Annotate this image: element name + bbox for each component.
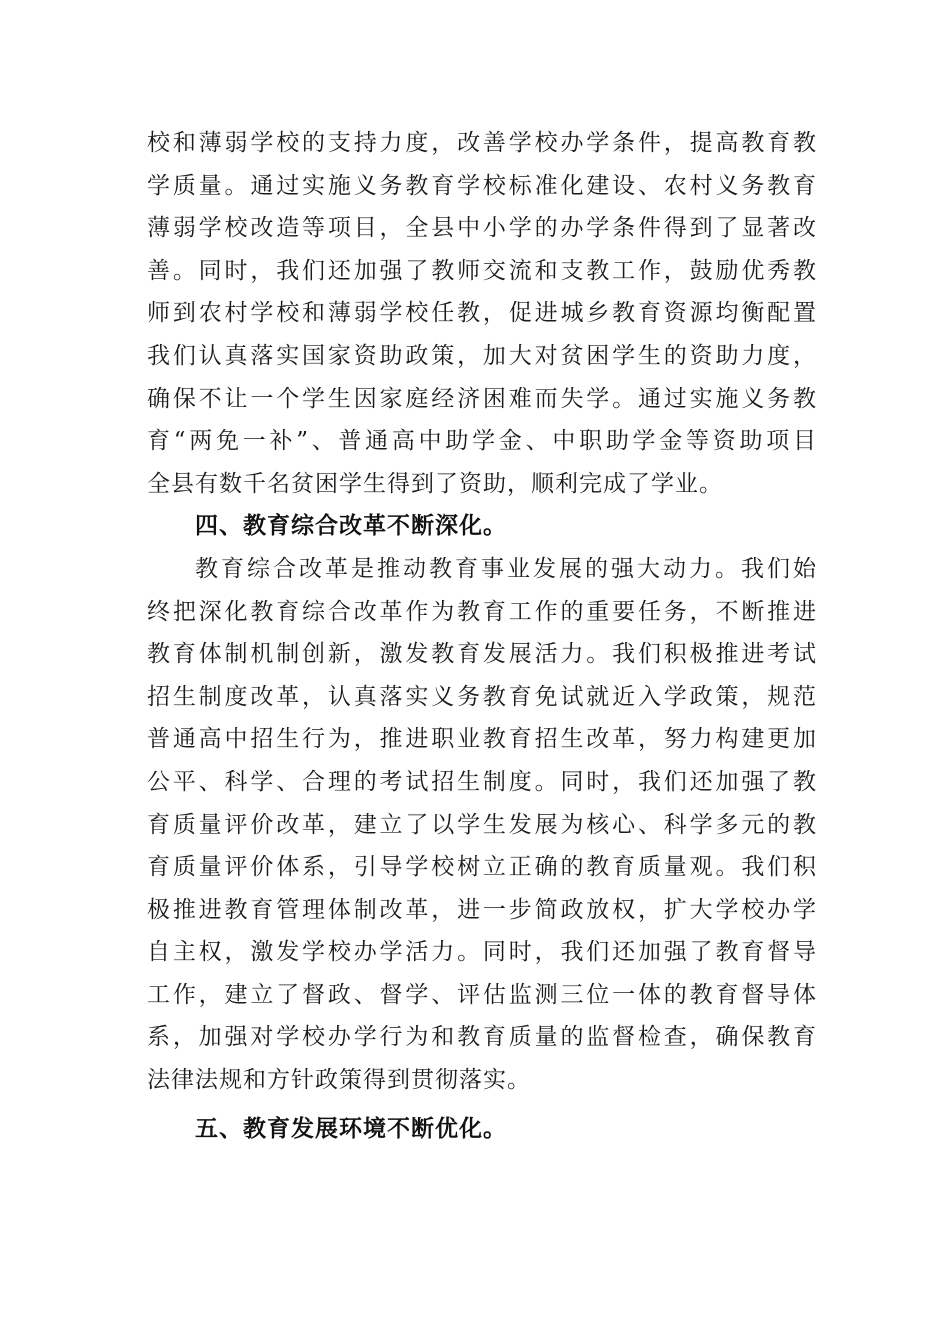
paragraph-line: 学质量。通过实施义务教育学校标准化建设、农村义务教育 xyxy=(147,172,817,199)
paragraph-line: 教育体制机制创新，激发教育发展活力。我们积极推进考试 xyxy=(147,641,817,668)
section-heading-reform: 四、教育综合改革不断深化。 xyxy=(195,513,507,540)
paragraph-line: 全县有数千名贫困学生得到了资助，顺利完成了学业。 xyxy=(147,470,723,497)
section-heading-environment: 五、教育发展环境不断优化。 xyxy=(195,1115,507,1142)
paragraph-comprehensive-reform xyxy=(147,548,817,1102)
paragraph-line: 终把深化教育综合改革作为教育工作的重要任务，不断推进 xyxy=(147,598,817,625)
paragraph-line: 育质量评价改革，建立了以学生发展为核心、科学多元的教 xyxy=(147,811,817,838)
paragraph-line: 系，加强对学校办学行为和教育质量的监督检查，确保教育 xyxy=(147,1024,817,1051)
document-body xyxy=(147,122,817,1150)
paragraph-line: 我们认真落实国家资助政策，加大对贫困学生的资助力度， xyxy=(147,342,817,369)
paragraph-line: 法律法规和方针政策得到贯彻落实。 xyxy=(147,1067,531,1094)
paragraph-line: 育质量评价体系，引导学校树立正确的教育质量观。我们积 xyxy=(147,854,817,881)
paragraph-line: 育“两免一补”、普通高中助学金、中职助学金等资助项目 xyxy=(147,428,817,455)
paragraph-line: 教育综合改革是推动教育事业发展的强大动力。我们始 xyxy=(195,555,817,582)
paragraph-line: 公平、科学、合理的考试招生制度。同时，我们还加强了教 xyxy=(147,768,817,795)
paragraph-line: 招生制度改革，认真落实义务教育免试就近入学政策，规范 xyxy=(147,683,817,710)
paragraph-line: 校和薄弱学校的支持力度，改善学校办学条件，提高教育教 xyxy=(147,130,817,156)
paragraph-line: 普通高中招生行为，推进职业教育招生改革，努力构建更加 xyxy=(147,726,817,753)
paragraph-line: 极推进教育管理体制改革，进一步简政放权，扩大学校办学 xyxy=(147,896,817,923)
paragraph-line: 自主权，激发学校办学活力。同时，我们还加强了教育督导 xyxy=(147,939,817,966)
paragraph-line: 师到农村学校和薄弱学校任教，促进城乡教育资源均衡配置 xyxy=(147,300,817,327)
paragraph-line: 善。同时，我们还加强了教师交流和支教工作，鼓励优秀教 xyxy=(147,257,817,284)
paragraph-line: 工作，建立了督政、督学、评估监测三位一体的教育督导体 xyxy=(147,981,817,1008)
paragraph-line: 确保不让一个学生因家庭经济困难而失学。通过实施义务教 xyxy=(147,385,817,412)
paragraph-line: 薄弱学校改造等项目，全县中小学的办学条件得到了显著改 xyxy=(147,215,817,242)
paragraph-support-weak-schools xyxy=(147,122,817,505)
